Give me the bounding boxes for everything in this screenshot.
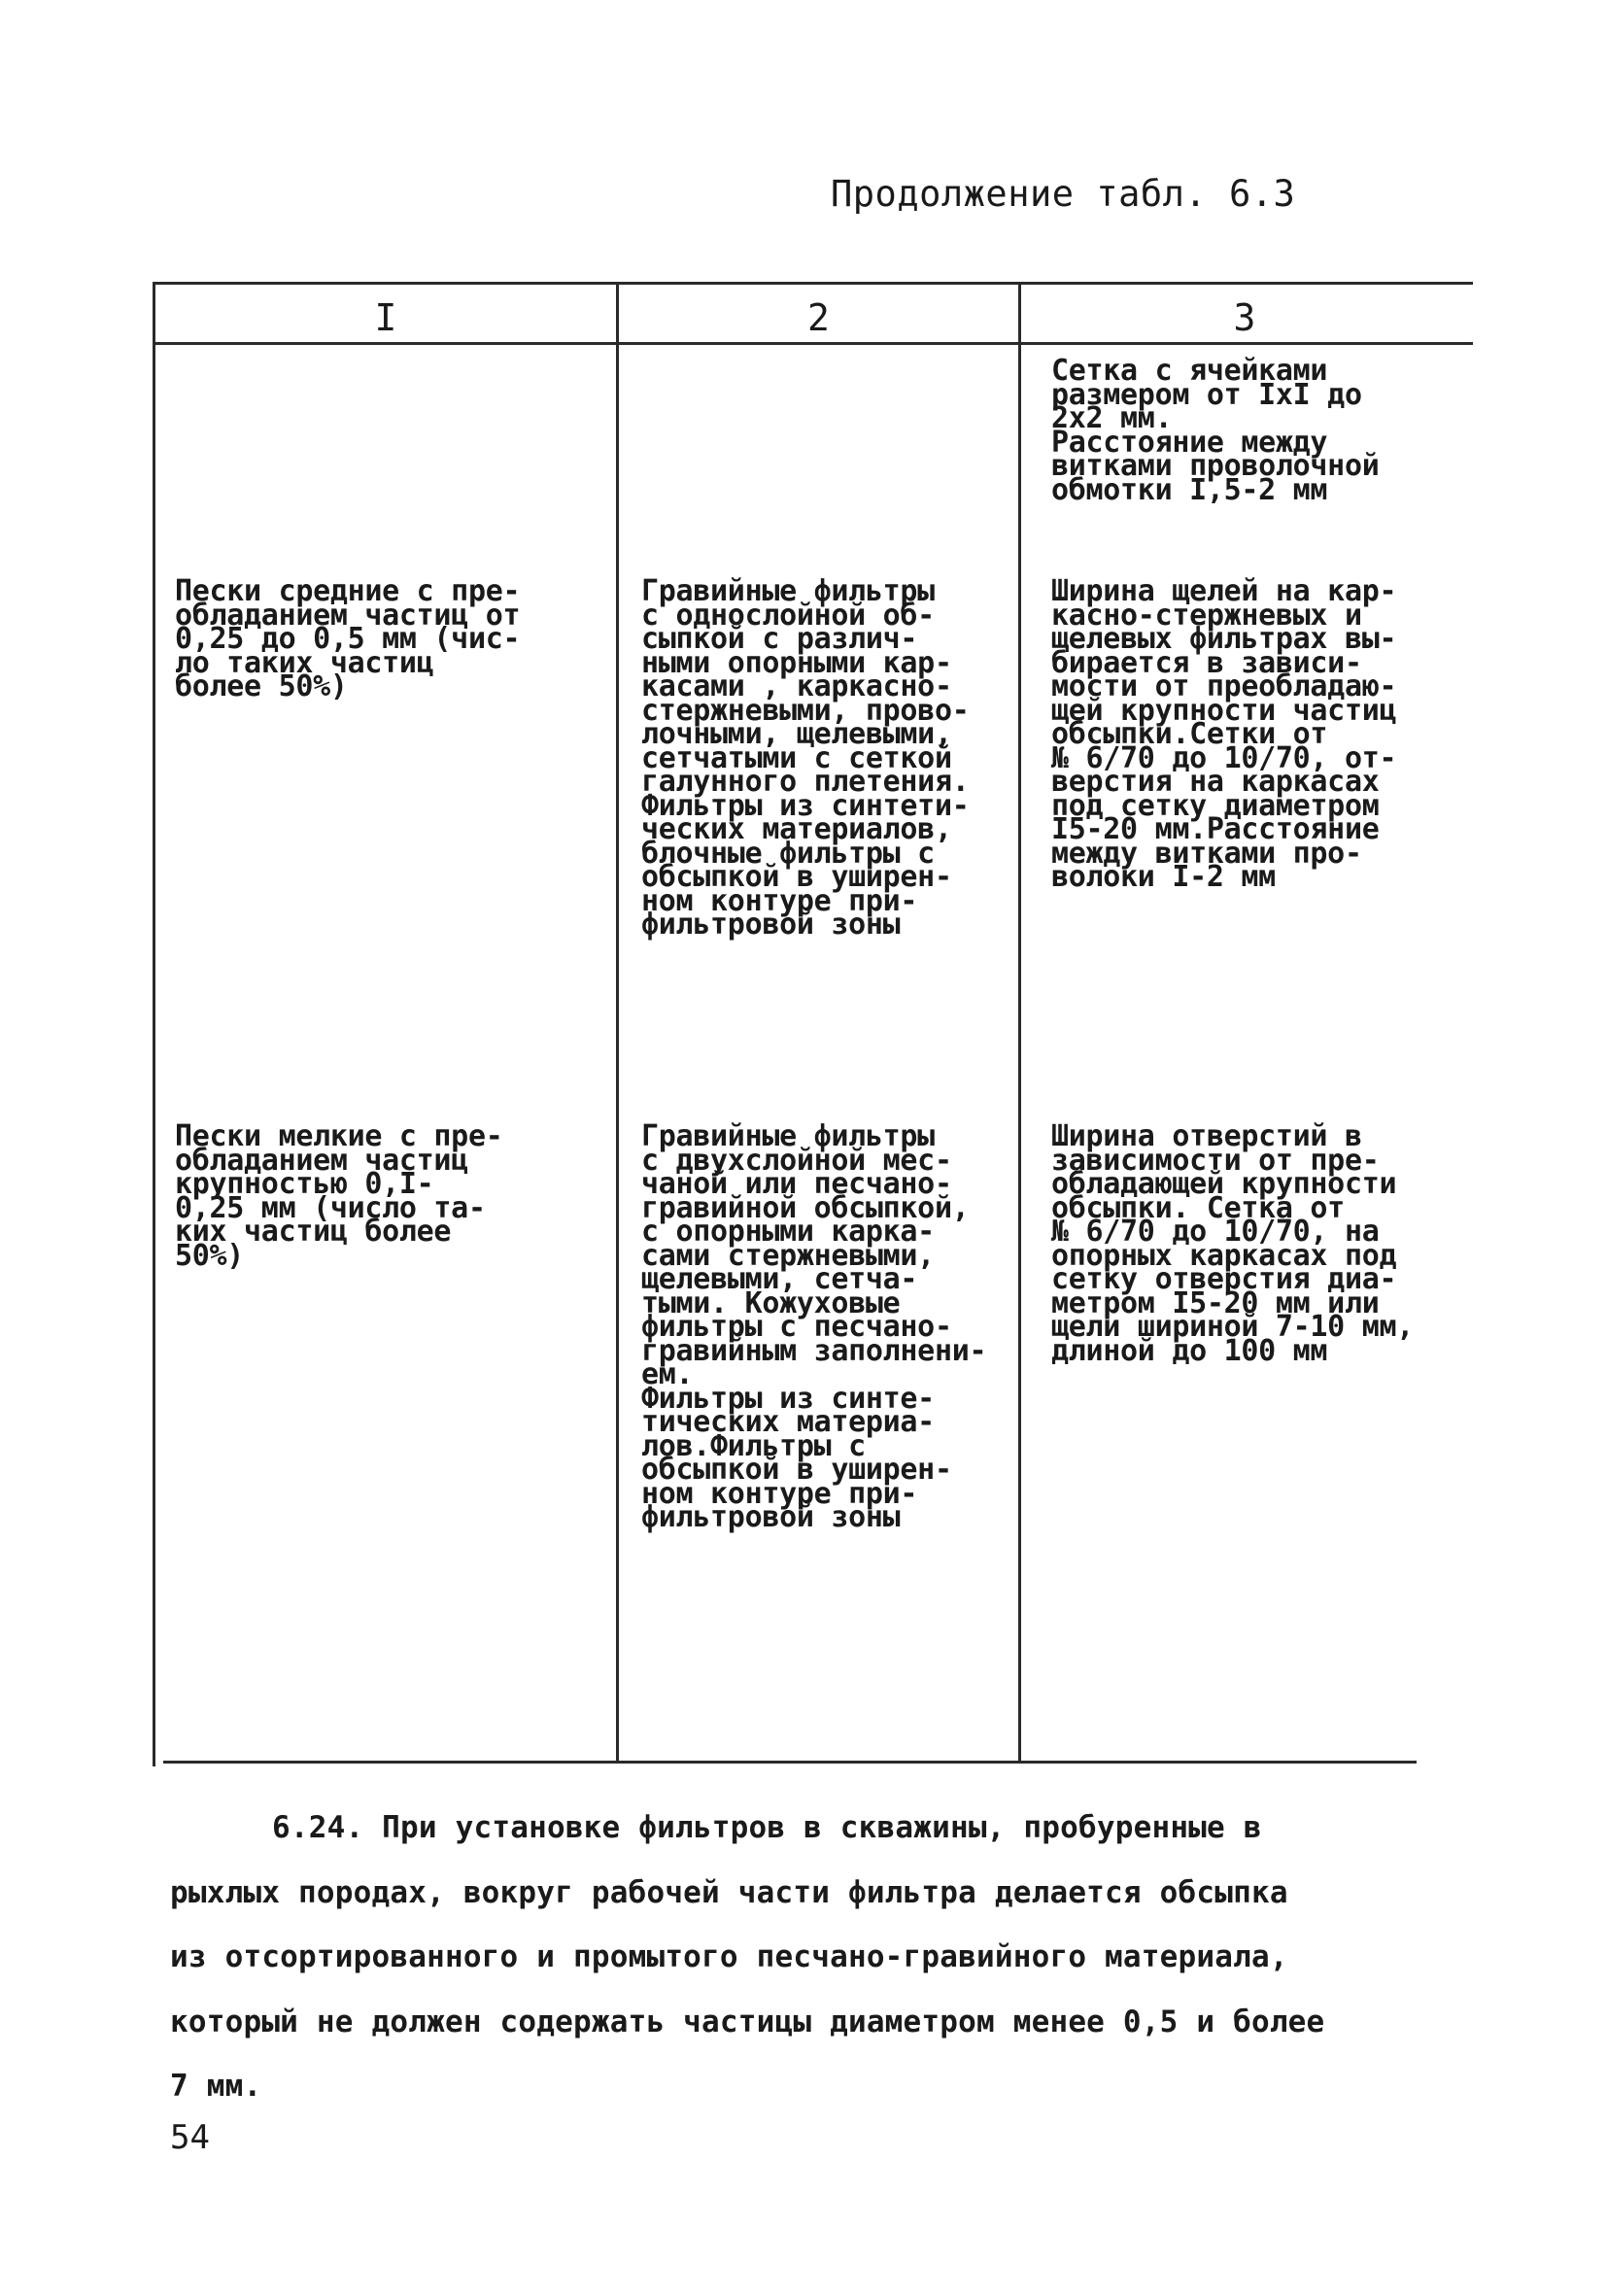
table-cell-r2-c2: Гравийные фильтры с однослойной об- сыпкой с различ- ными опорными кар- касами , каркасно- стержневыми, прово- лочными, щелевыми, сетчатыми с сеткой галунного плетения. Фильтры из синтети- ческих материалов, блочные фильтры с обсыпкой в уширен- ном контуре при- фильтровой зоны [641, 574, 970, 942]
table-header-divider [154, 342, 1473, 345]
table-cell-r2-c1: Пески средние с пре- обладанием частиц от 0,25 до 0,5 мм (чис- ло таких частиц более 50%) [175, 574, 521, 703]
column-header-2: 2 [807, 296, 830, 339]
table-cell-r1-c3: Сетка с ячейками размером от IxI до 2x2 мм. Расстояние между витками проволочной обмотки I,5-2 мм [1051, 354, 1380, 507]
column-header-3: 3 [1233, 296, 1256, 339]
paragraph-line: из отсортированного и промытого песчано-гравийного материала, [170, 1939, 1288, 1974]
table-cell-r3-c1: Пески мелкие с пре- обладанием частиц крупностью 0,I- 0,25 мм (число та- ких частиц более 50%) [175, 1119, 503, 1273]
table-cell-r2-c3: Ширина щелей на кар- касно-стержневых и щелевых фильтрах вы- бирается в зависи- мости от преобладаю- щей крупности частиц обсыпки.Сетки от № 6/70 до 10/70, от- верстия на каркасах под сетку диаметром I5-20 мм.Расстояние между витками про- волоки I-2 мм [1051, 574, 1397, 894]
table-left-border [153, 282, 155, 1766]
table-continuation-header: Продолжение табл. 6.3 [831, 173, 1296, 215]
table-top-border [154, 282, 1473, 285]
table-col-divider-1 [616, 282, 619, 1761]
paragraph-line: который не должен содержать частицы диаметром менее 0,5 и более [170, 2004, 1325, 2039]
table-cell-r3-c3: Ширина отверстий в зависимости от пре- обладающей крупности обсыпки. Сетка от № 6/70 до 10/70, на опорных каркасах под сетку отверстия диа- метром I5-20 мм или щели шириной 7-10 мм, длиной до 100 мм [1051, 1119, 1414, 1368]
table-cell-r3-c2: Гравийные фильтры с двухслойной мес- чаной или песчано- гравийной обсыпкой, с опорными карка- сами стержневыми, щелевыми, сетча- тыми. Кожуховые фильтры с песчано- гравийным заполнени- ем. Фильтры из синте- тических материа- лов.Фильтры с обсыпкой в уширен- ном контуре при- фильтровой зоны [641, 1119, 987, 1534]
table-col-divider-2 [1018, 282, 1021, 1761]
paragraph-line: рыхлых породах, вокруг рабочей части фильтра делается обсыпка [170, 1874, 1288, 1910]
page-number: 54 [170, 2118, 210, 2157]
table-bottom-border [163, 1761, 1417, 1764]
paragraph-line: 6.24. При установке фильтров в скважины, пробуренные в [272, 1810, 1262, 1845]
column-header-1: I [374, 296, 397, 339]
paragraph-line: 7 мм. [170, 2069, 262, 2104]
paragraph-6-24 [170, 1796, 1462, 2119]
